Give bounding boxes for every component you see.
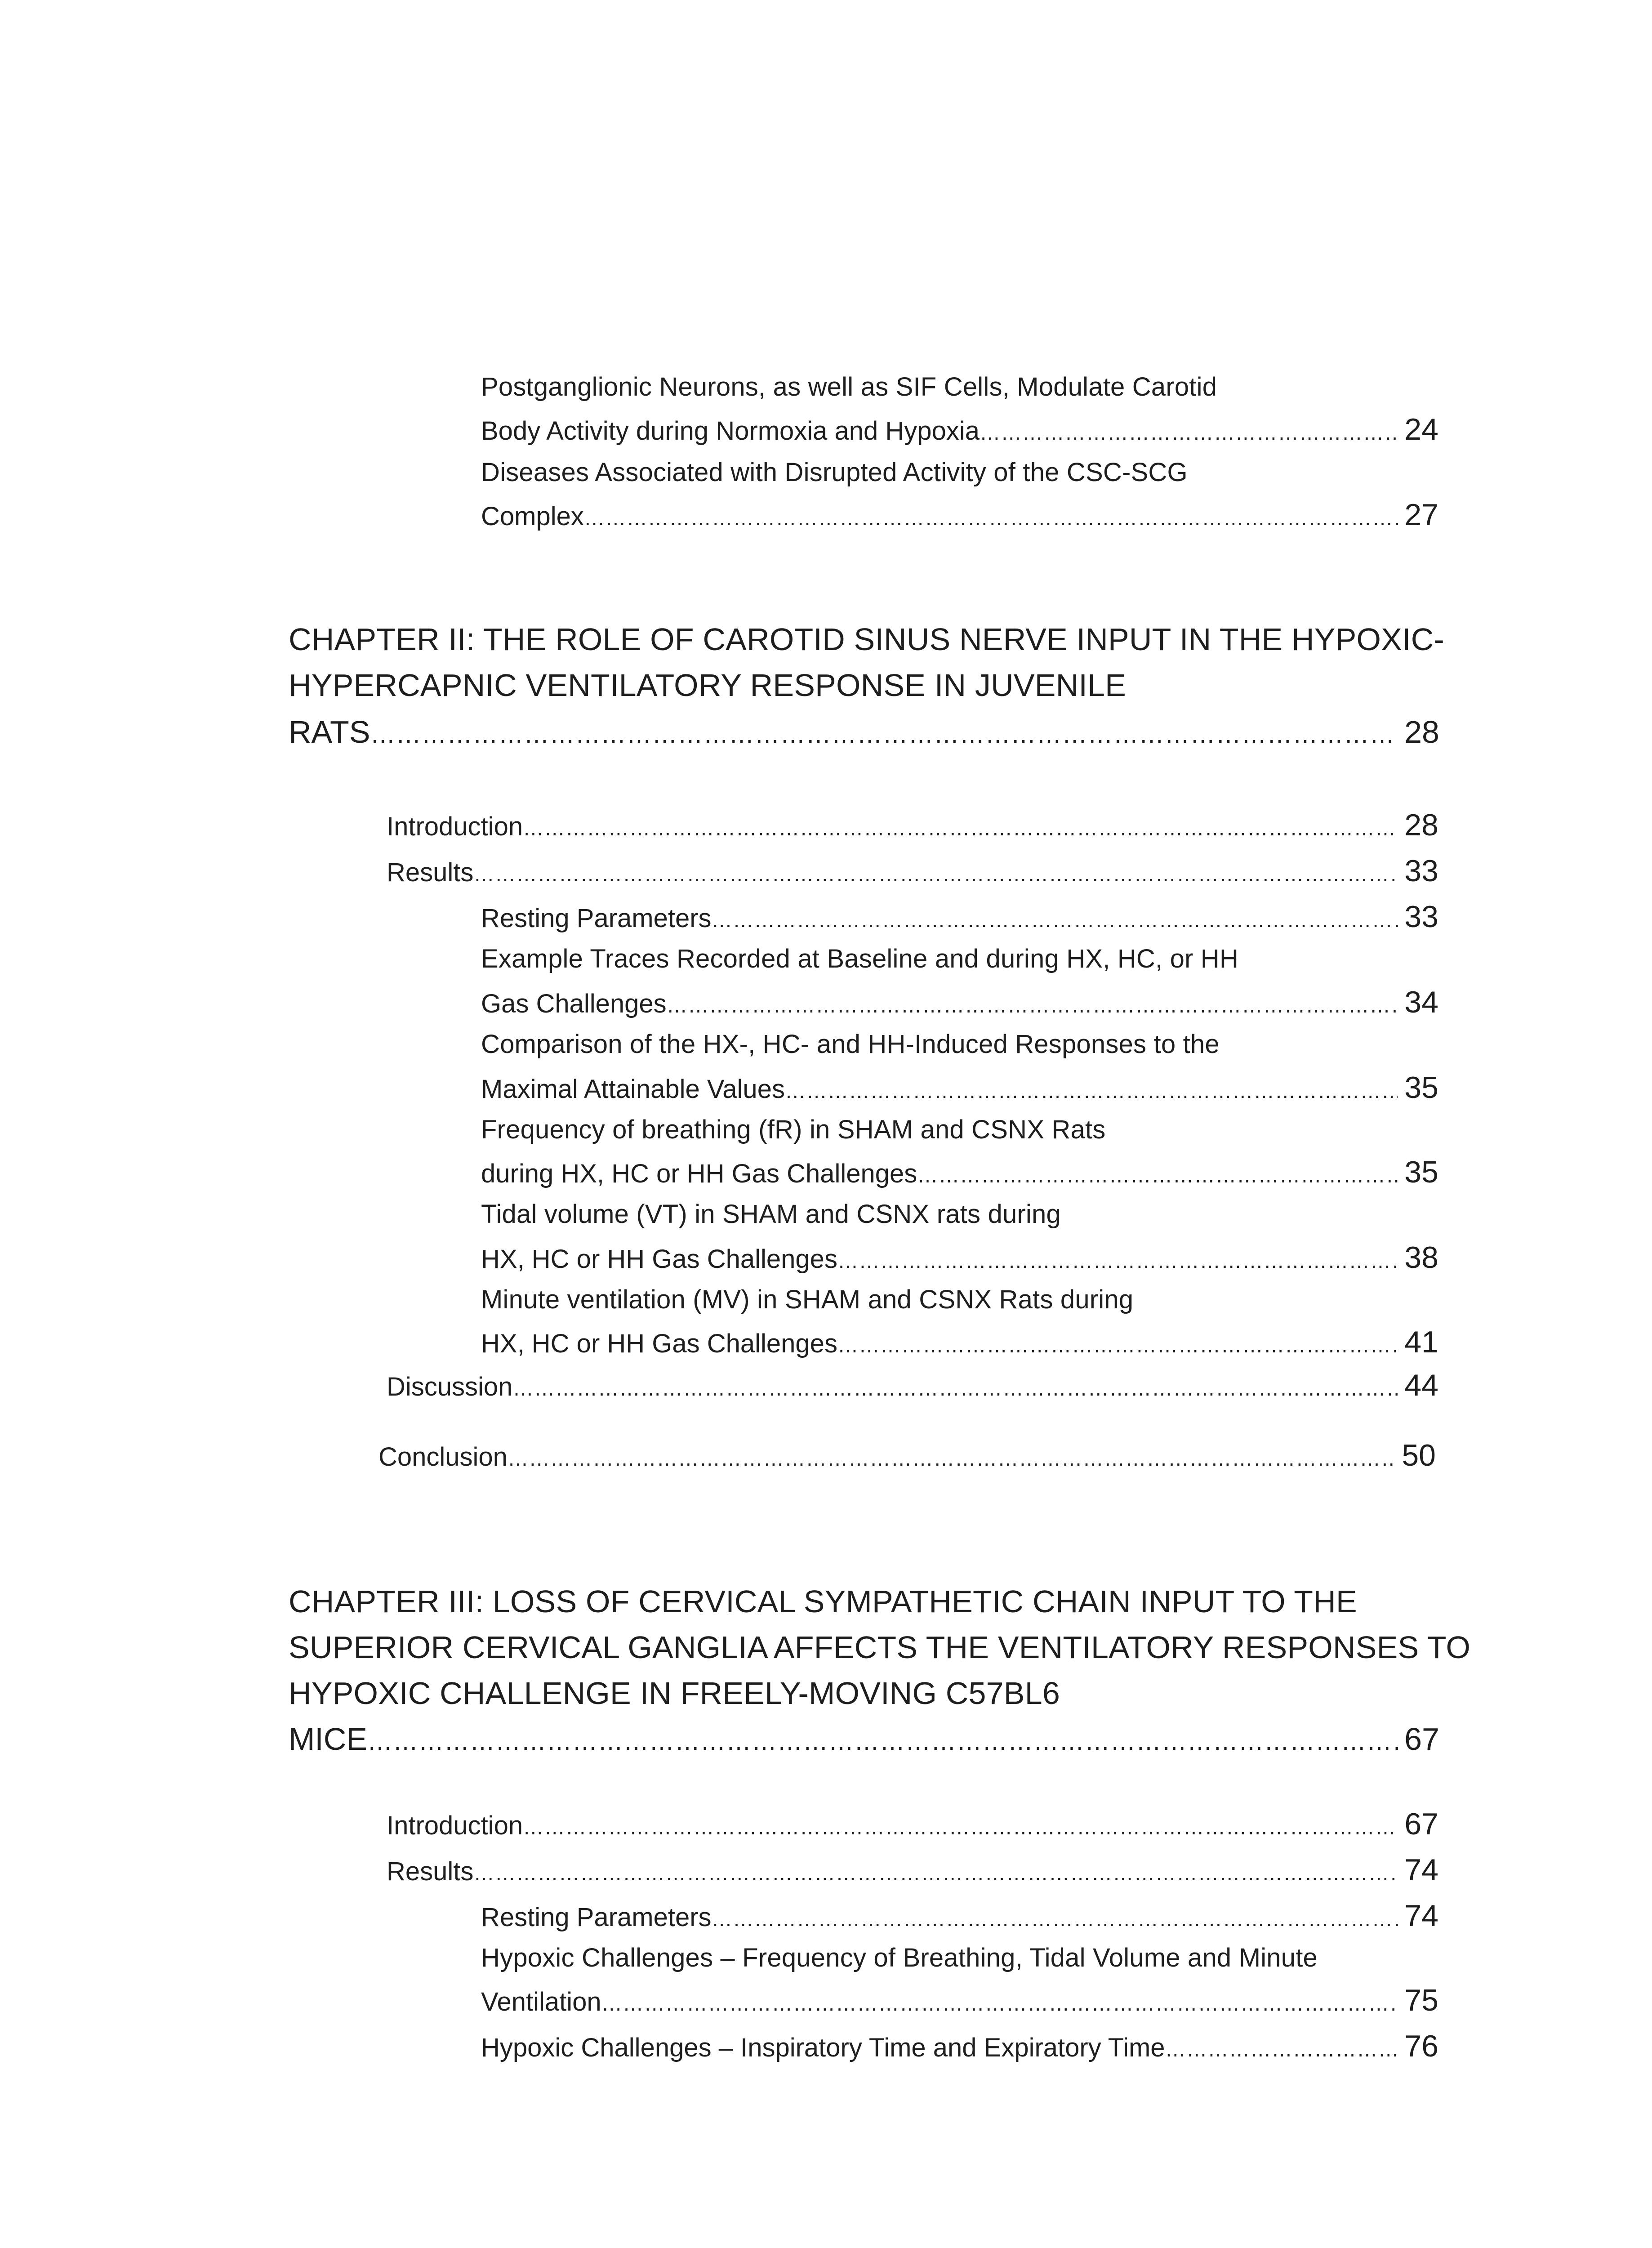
dot-leader [712,1903,1398,1935]
toc-entry-title: Gas Challenges [481,989,667,1018]
page-number: 41 [1404,1325,1438,1359]
toc-entry-line: Tidal volume (VT) in SHAM and CSNX rats during [481,1200,1061,1229]
dot-leader [667,990,1398,1021]
toc-entry-title: Resting Parameters [481,1903,712,1932]
dot-leader [473,858,1398,890]
chapter-heading: HYPERCAPNIC VENTILATORY RESPONSE IN JUVENILE [289,668,1127,703]
toc-entry-line: Comparison of the HX-, HC- and HH-Induced Responses to the [481,1030,1220,1059]
toc-entry-line: Diseases Associated with Disrupted Activity of the CSC-SCG [481,458,1188,487]
toc-entry[interactable] [378,1440,1436,1474]
toc-entry[interactable] [481,1072,1438,1106]
dot-leader [473,1857,1398,1889]
page-number: 74 [1404,1853,1438,1887]
toc-entry[interactable] [481,1242,1438,1276]
page-number: 38 [1404,1240,1438,1275]
chapter-heading: CHAPTER II: THE ROLE OF CAROTID SINUS NERVE INPUT IN THE HYPOXIC- [289,622,1445,657]
toc-entry[interactable] [481,499,1438,534]
toc-entry[interactable] [481,2030,1438,2065]
chapter-heading: MICE [289,1722,367,1757]
page-number: 74 [1404,1899,1438,1933]
dot-leader [712,904,1398,936]
toc-entry-title: Complex [481,502,584,531]
toc-entry-title: Hypoxic Challenges – Inspiratory Time and Expiratory Time [481,2033,1165,2062]
chapter-entry[interactable] [289,1720,1439,1760]
toc-entry-title: Resting Parameters [481,904,712,933]
toc-entry[interactable] [387,809,1438,844]
toc-entry[interactable] [481,414,1438,448]
page-number: 33 [1404,854,1438,888]
page-number: 34 [1404,985,1438,1019]
page-number: 75 [1404,1983,1438,2017]
page-number: 24 [1404,412,1438,446]
toc-entry[interactable] [481,901,1438,936]
toc-entry-title: Discussion [387,1372,513,1401]
toc-entry-title: during HX, HC or HH Gas Challenges [481,1159,917,1188]
page-number: 35 [1404,1070,1438,1105]
toc-entry[interactable] [387,1369,1438,1404]
toc-entry-title: HX, HC or HH Gas Challenges [481,1244,837,1274]
toc-entry-title: Conclusion [378,1442,508,1472]
toc-entry[interactable] [481,1156,1438,1191]
dot-leader [512,1373,1398,1404]
dot-leader [367,1722,1398,1760]
toc-entry-line: Minute ventilation (MV) in SHAM and CSNX Rats during [481,1285,1134,1314]
toc-entry[interactable] [387,855,1438,890]
dot-leader [980,417,1398,448]
toc-entry-line: Frequency of breathing (fR) in SHAM and CSNX Rats [481,1115,1106,1144]
page-number: 44 [1404,1368,1438,1402]
dot-leader [370,715,1398,753]
chapter-heading: HYPOXIC CHALLENGE IN FREELY-MOVING C57BL6 [289,1676,1060,1711]
page-number: 35 [1404,1155,1438,1189]
chapter-heading: SUPERIOR CERVICAL GANGLIA AFFECTS THE VENTILATORY RESPONSES TO [289,1630,1471,1665]
toc-entry-title: Introduction [387,812,523,841]
page-number: 50 [1402,1438,1436,1472]
toc-entry[interactable] [481,986,1438,1021]
toc-entry-title: Body Activity during Normoxia and Hypoxia [481,416,980,446]
toc-entry-title: Introduction [387,1811,523,1840]
toc-entry[interactable] [481,1326,1438,1361]
dot-leader [523,1811,1398,1843]
chapter-heading: RATS [289,714,370,749]
toc-entry[interactable] [481,1985,1438,2019]
toc-entry[interactable] [481,1900,1438,1935]
dot-leader [523,812,1398,844]
page-number: 28 [1404,808,1438,842]
chapter-heading: CHAPTER III: LOSS OF CERVICAL SYMPATHETIC CHAIN INPUT TO THE [289,1584,1357,1619]
toc-entry-line: Hypoxic Challenges – Frequency of Breathing, Tidal Volume and Minute [481,1943,1318,1972]
dot-leader [837,1329,1398,1361]
page-number: 33 [1404,900,1438,934]
toc-entry[interactable] [387,1854,1438,1889]
toc-entry-title: HX, HC or HH Gas Challenges [481,1329,837,1358]
toc-entry-title: Ventilation [481,1987,601,2016]
dot-leader [837,1245,1398,1276]
chapter-entry[interactable] [289,713,1439,753]
page-number: 28 [1404,714,1439,749]
page-number: 67 [1404,1807,1438,1841]
toc-entry[interactable] [387,1808,1438,1843]
dot-leader [917,1160,1398,1191]
dot-leader [785,1075,1398,1106]
page-number: 76 [1404,2029,1438,2063]
page-number: 67 [1404,1722,1439,1757]
toc-entry-line: Postganglionic Neurons, as well as SIF Cells, Modulate Carotid [481,372,1217,401]
page-number: 27 [1404,498,1438,532]
toc-entry-title: Results [387,1857,474,1886]
toc-entry-line: Example Traces Recorded at Baseline and during HX, HC, or HH [481,944,1239,973]
dot-leader [601,1988,1398,2019]
toc-entry-title: Results [387,858,474,887]
dot-leader [508,1443,1395,1474]
dot-leader [1165,2034,1398,2065]
toc-entry-title: Maximal Attainable Values [481,1075,785,1104]
dot-leader [584,502,1398,534]
